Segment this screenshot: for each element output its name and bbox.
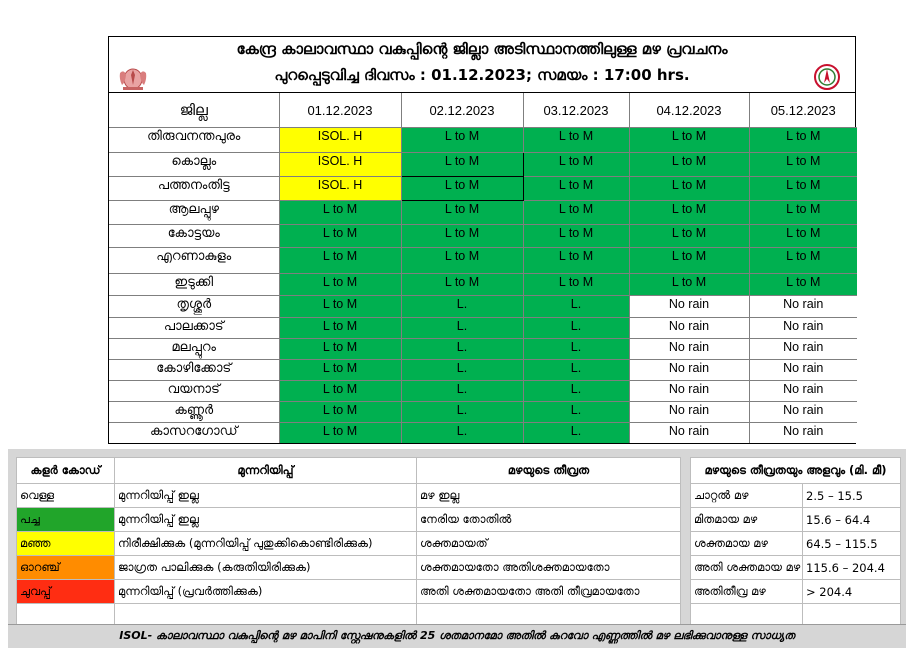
forecast-cell: L. bbox=[401, 422, 523, 443]
rain-category: അതി ശക്തമായ മഴ bbox=[691, 556, 803, 580]
forecast-cell: L to M bbox=[749, 127, 857, 152]
forecast-cell: No rain bbox=[629, 380, 749, 401]
legend-header-amount: മഴയുടെ തീവ്രതയും അളവും (മി. മീ) bbox=[691, 458, 901, 484]
forecast-cell: No rain bbox=[749, 401, 857, 422]
forecast-cell: No rain bbox=[749, 359, 857, 380]
page-title: കേന്ദ്ര കാലാവസ്ഥാ വകുപ്പിന്റെ ജില്ലാ അടിസ്ഥാനത്തിലുള്ള മഴ പ്രവചനം bbox=[236, 40, 728, 58]
district-name: കാസറഗോഡ് bbox=[109, 422, 279, 443]
date-column-header: 03.12.2023 bbox=[523, 93, 629, 127]
forecast-cell: L. bbox=[523, 380, 629, 401]
forecast-cell: L. bbox=[401, 359, 523, 380]
legend-row bbox=[17, 532, 681, 556]
forecast-cell: L. bbox=[523, 359, 629, 380]
forecast-cell: L to M bbox=[279, 359, 401, 380]
forecast-cell: L to M bbox=[279, 295, 401, 317]
forecast-grid bbox=[109, 93, 857, 443]
legend-header-intensity: മഴയുടെ തീവ്രത bbox=[417, 458, 681, 484]
district-name: കോട്ടയം bbox=[109, 224, 279, 247]
forecast-cell: L to M bbox=[749, 176, 857, 200]
forecast-cell: L to M bbox=[523, 176, 629, 200]
forecast-cell: L to M bbox=[629, 127, 749, 152]
forecast-row bbox=[109, 317, 857, 338]
forecast-cell: No rain bbox=[629, 359, 749, 380]
forecast-cell: No rain bbox=[749, 317, 857, 338]
forecast-cell: L to M bbox=[523, 224, 629, 247]
district-name: പത്തനംതിട്ട bbox=[109, 176, 279, 200]
district-name: തൃശ്ശൂർ bbox=[109, 295, 279, 317]
forecast-cell: No rain bbox=[629, 317, 749, 338]
legend-intensity: നേരിയ തോതിൽ bbox=[417, 508, 681, 532]
forecast-cell: L to M bbox=[401, 247, 523, 273]
rain-range: > 204.4 bbox=[803, 580, 901, 604]
forecast-cell: ISOL. H bbox=[279, 127, 401, 152]
legend-header-color-code: കളർ കോഡ് bbox=[17, 458, 115, 484]
imd-logo-icon bbox=[811, 63, 843, 91]
rain-range: 64.5 – 115.5 bbox=[803, 532, 901, 556]
forecast-cell: L to M bbox=[749, 247, 857, 273]
legend-row bbox=[17, 508, 681, 532]
legend-row bbox=[17, 580, 681, 604]
forecast-cell: No rain bbox=[749, 338, 857, 359]
forecast-cell: L. bbox=[401, 295, 523, 317]
forecast-cell: L to M bbox=[279, 422, 401, 443]
forecast-cell: L to M bbox=[629, 224, 749, 247]
legend-warning: മുന്നറിയിപ്പ് ഇല്ല bbox=[115, 484, 417, 508]
color-swatch: മഞ്ഞ bbox=[17, 532, 115, 556]
forecast-cell: L to M bbox=[629, 152, 749, 176]
district-name: തിരുവനന്തപുരം bbox=[109, 127, 279, 152]
legend-warning: മുന്നറിയിപ്പ് ഇല്ല bbox=[115, 508, 417, 532]
forecast-cell: L to M bbox=[279, 224, 401, 247]
date-column-header: 04.12.2023 bbox=[629, 93, 749, 127]
legend-panel bbox=[8, 449, 906, 648]
forecast-cell: L to M bbox=[401, 200, 523, 224]
amount-row bbox=[691, 508, 901, 532]
district-column-header: ജില്ല bbox=[109, 93, 279, 127]
legend-header-warning: മുന്നറിയിപ്പ് bbox=[115, 458, 417, 484]
forecast-cell: L to M bbox=[523, 127, 629, 152]
forecast-row bbox=[109, 359, 857, 380]
forecast-cell: No rain bbox=[749, 380, 857, 401]
amount-row bbox=[691, 556, 901, 580]
forecast-row bbox=[109, 247, 857, 273]
forecast-cell: No rain bbox=[749, 422, 857, 443]
forecast-cell: L. bbox=[523, 401, 629, 422]
forecast-cell: ISOL. H bbox=[279, 176, 401, 200]
forecast-cell: L to M bbox=[629, 200, 749, 224]
date-column-header: 01.12.2023 bbox=[279, 93, 401, 127]
legend-intensity: മഴ ഇല്ല bbox=[417, 484, 681, 508]
legend-intensity: ശക്തമായത് bbox=[417, 532, 681, 556]
legend-intensity: ശക്തമായതോ അതിശക്തമായതോ bbox=[417, 556, 681, 580]
forecast-row bbox=[109, 127, 857, 152]
forecast-cell: L. bbox=[401, 317, 523, 338]
date-column-header: 02.12.2023 bbox=[401, 93, 523, 127]
rain-category: അതിതീവ്ര മഴ bbox=[691, 580, 803, 604]
color-swatch: ചുവപ്പ് bbox=[17, 580, 115, 604]
forecast-cell: L to M bbox=[523, 152, 629, 176]
district-name: കോഴിക്കോട് bbox=[109, 359, 279, 380]
forecast-row bbox=[109, 224, 857, 247]
forecast-cell: L to M bbox=[523, 247, 629, 273]
forecast-cell: L to M bbox=[279, 273, 401, 295]
forecast-cell: L to M bbox=[629, 247, 749, 273]
rain-category: ശക്തമായ മഴ bbox=[691, 532, 803, 556]
color-swatch: ഓറഞ്ച് bbox=[17, 556, 115, 580]
forecast-cell: L. bbox=[523, 317, 629, 338]
forecast-cell: No rain bbox=[629, 338, 749, 359]
forecast-cell: L. bbox=[401, 401, 523, 422]
forecast-cell: L. bbox=[523, 295, 629, 317]
forecast-cell: L to M bbox=[279, 401, 401, 422]
district-name: മലപ്പുറം bbox=[109, 338, 279, 359]
forecast-row bbox=[109, 176, 857, 200]
forecast-header-row bbox=[109, 93, 857, 127]
forecast-cell: L to M bbox=[279, 200, 401, 224]
issue-date-time: പുറപ്പെടുവിച്ച ദിവസം : 01.12.2023; സമയം : 17:00 hrs. bbox=[274, 66, 690, 84]
rain-category: ചാറ്റൽ മഴ bbox=[691, 484, 803, 508]
forecast-cell: L to M bbox=[279, 338, 401, 359]
forecast-row bbox=[109, 273, 857, 295]
forecast-cell: No rain bbox=[629, 401, 749, 422]
rain-range: 15.6 – 64.4 bbox=[803, 508, 901, 532]
forecast-cell: L. bbox=[523, 338, 629, 359]
forecast-cell: L. bbox=[401, 338, 523, 359]
forecast-row bbox=[109, 152, 857, 176]
isol-footnote: ISOL- കാലാവസ്ഥാ വകുപ്പിന്റെ മഴ മാപിനി സ്റ്റേഷനുകളിൽ 25 ശതമാനമോ അതിൽ കുറവോ എണ്ണത്തിൽ മഴ ലഭിക്കുവാനുള്ള സാധ്യത bbox=[8, 624, 906, 647]
district-name: കൊല്ലം bbox=[109, 152, 279, 176]
forecast-row bbox=[109, 338, 857, 359]
forecast-row bbox=[109, 422, 857, 443]
forecast-cell: L to M bbox=[279, 247, 401, 273]
forecast-table-container bbox=[108, 36, 856, 444]
forecast-cell: L. bbox=[401, 380, 523, 401]
district-name: വയനാട് bbox=[109, 380, 279, 401]
forecast-cell: L to M bbox=[749, 273, 857, 295]
amount-row bbox=[691, 532, 901, 556]
color-swatch: വെള്ള bbox=[17, 484, 115, 508]
forecast-cell: L to M bbox=[749, 224, 857, 247]
forecast-cell: L to M bbox=[279, 317, 401, 338]
legend-warning: മുന്നറിയിപ്പ് (പ്രവർത്തിക്കുക) bbox=[115, 580, 417, 604]
forecast-header bbox=[109, 37, 855, 93]
amount-row bbox=[691, 580, 901, 604]
forecast-cell: No rain bbox=[749, 295, 857, 317]
amount-row bbox=[691, 484, 901, 508]
color-code-legend bbox=[16, 457, 681, 628]
forecast-cell: L to M bbox=[629, 273, 749, 295]
legend-warning: ജാഗ്രത പാലിക്കുക (കരുതിയിരിക്കുക) bbox=[115, 556, 417, 580]
forecast-cell: L to M bbox=[523, 273, 629, 295]
forecast-cell: L to M bbox=[749, 152, 857, 176]
rain-range: 2.5 – 15.5 bbox=[803, 484, 901, 508]
date-column-header: 05.12.2023 bbox=[749, 93, 857, 127]
legend-intensity: അതി ശക്തമായതോ അതി തീവ്രമായതോ bbox=[417, 580, 681, 604]
forecast-cell: L to M bbox=[401, 127, 523, 152]
forecast-row bbox=[109, 295, 857, 317]
forecast-cell: L to M bbox=[629, 176, 749, 200]
forecast-cell: No rain bbox=[629, 422, 749, 443]
district-name: എറണാകുളം bbox=[109, 247, 279, 273]
legend-warning: നിരീക്ഷിക്കുക (മുന്നറിയിപ്പ് പുതുക്കികൊണ്ടിരിക്കുക) bbox=[115, 532, 417, 556]
forecast-cell: L. bbox=[523, 422, 629, 443]
forecast-cell: No rain bbox=[629, 295, 749, 317]
district-name: പാലക്കാട് bbox=[109, 317, 279, 338]
rain-category: മിതമായ മഴ bbox=[691, 508, 803, 532]
forecast-cell: L to M bbox=[401, 152, 523, 176]
rain-range: 115.6 – 204.4 bbox=[803, 556, 901, 580]
forecast-cell: L to M bbox=[401, 176, 523, 200]
kerala-emblem-icon bbox=[117, 63, 149, 91]
forecast-cell: L to M bbox=[401, 224, 523, 247]
district-name: ഇടുക്കി bbox=[109, 273, 279, 295]
forecast-row bbox=[109, 200, 857, 224]
forecast-cell: ISOL. H bbox=[279, 152, 401, 176]
forecast-row bbox=[109, 380, 857, 401]
rainfall-amount-legend bbox=[690, 457, 901, 628]
district-name: കണ്ണൂർ bbox=[109, 401, 279, 422]
district-name: ആലപ്പുഴ bbox=[109, 200, 279, 224]
forecast-cell: L to M bbox=[523, 200, 629, 224]
forecast-cell: L to M bbox=[401, 273, 523, 295]
forecast-cell: L to M bbox=[279, 380, 401, 401]
forecast-cell: L to M bbox=[749, 200, 857, 224]
color-swatch: പച്ച bbox=[17, 508, 115, 532]
forecast-row bbox=[109, 401, 857, 422]
legend-row bbox=[17, 484, 681, 508]
legend-row bbox=[17, 556, 681, 580]
